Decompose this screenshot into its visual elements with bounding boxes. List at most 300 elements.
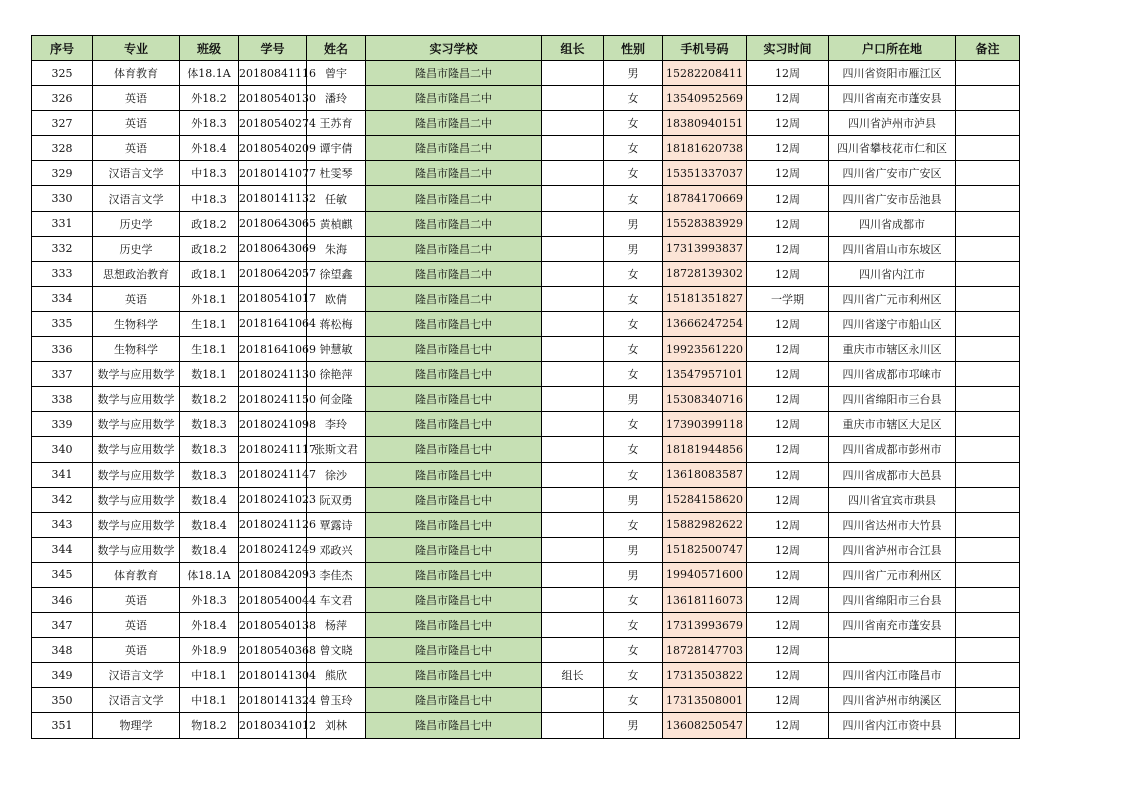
school-cell[interactable]: 隆昌市隆昌二中 [366, 186, 542, 211]
duration-cell[interactable]: 12周 [747, 613, 829, 638]
name-cell[interactable]: 李佳杰 [307, 562, 366, 587]
gender-cell[interactable]: 男 [604, 537, 663, 562]
name-cell[interactable]: 覃露诗 [307, 512, 366, 537]
major-cell[interactable]: 体育教育 [93, 61, 180, 86]
class-cell[interactable]: 数18.4 [180, 537, 239, 562]
hometown-cell[interactable]: 四川省泸州市合江县 [829, 537, 956, 562]
school-cell[interactable]: 隆昌市隆昌七中 [366, 512, 542, 537]
hometown-cell[interactable]: 四川省成都市 [829, 211, 956, 236]
phone-cell[interactable]: 13618083587 [663, 462, 747, 487]
name-cell[interactable]: 谭宇倩 [307, 136, 366, 161]
index-cell[interactable]: 344 [32, 537, 93, 562]
leader-cell[interactable] [542, 286, 604, 311]
name-cell[interactable]: 潘玲 [307, 86, 366, 111]
hometown-cell[interactable] [829, 638, 956, 663]
hometown-cell[interactable]: 四川省眉山市东坡区 [829, 236, 956, 261]
duration-cell[interactable]: 12周 [747, 688, 829, 713]
leader-cell[interactable] [542, 688, 604, 713]
leader-cell[interactable] [542, 311, 604, 336]
school-cell[interactable]: 隆昌市隆昌七中 [366, 462, 542, 487]
school-cell[interactable]: 隆昌市隆昌七中 [366, 537, 542, 562]
phone-cell[interactable]: 18784170669 [663, 186, 747, 211]
name-cell[interactable]: 徐沙 [307, 462, 366, 487]
gender-cell[interactable]: 女 [604, 638, 663, 663]
hometown-cell[interactable]: 四川省泸州市泸县 [829, 111, 956, 136]
gender-cell[interactable]: 女 [604, 111, 663, 136]
student-id-cell[interactable]: 20180241023 [239, 487, 307, 512]
major-cell[interactable]: 历史学 [93, 211, 180, 236]
gender-cell[interactable]: 女 [604, 261, 663, 286]
remarks-cell[interactable] [956, 111, 1020, 136]
duration-cell[interactable]: 12周 [747, 638, 829, 663]
leader-cell[interactable] [542, 412, 604, 437]
student-id-cell[interactable]: 20180643069 [239, 236, 307, 261]
index-cell[interactable]: 336 [32, 337, 93, 362]
leader-cell[interactable]: 组长 [542, 663, 604, 688]
student-id-cell[interactable]: 20180241126 [239, 512, 307, 537]
index-cell[interactable]: 327 [32, 111, 93, 136]
leader-cell[interactable] [542, 337, 604, 362]
major-cell[interactable]: 汉语言文学 [93, 688, 180, 713]
student-id-cell[interactable]: 20181641064 [239, 311, 307, 336]
major-cell[interactable]: 英语 [93, 613, 180, 638]
class-cell[interactable]: 外18.2 [180, 86, 239, 111]
duration-cell[interactable]: 12周 [747, 562, 829, 587]
hometown-cell[interactable]: 四川省宜宾市珙县 [829, 487, 956, 512]
class-cell[interactable]: 数18.3 [180, 412, 239, 437]
gender-cell[interactable]: 女 [604, 512, 663, 537]
leader-cell[interactable] [542, 638, 604, 663]
leader-cell[interactable] [542, 236, 604, 261]
phone-cell[interactable]: 13547957101 [663, 362, 747, 387]
student-id-cell[interactable]: 20180141132 [239, 186, 307, 211]
hometown-cell[interactable]: 四川省绵阳市三台县 [829, 387, 956, 412]
leader-cell[interactable] [542, 462, 604, 487]
major-cell[interactable]: 生物科学 [93, 337, 180, 362]
index-cell[interactable]: 335 [32, 311, 93, 336]
index-cell[interactable]: 349 [32, 663, 93, 688]
leader-cell[interactable] [542, 261, 604, 286]
gender-cell[interactable]: 女 [604, 462, 663, 487]
hometown-cell[interactable]: 重庆市市辖区永川区 [829, 337, 956, 362]
duration-cell[interactable]: 12周 [747, 61, 829, 86]
phone-cell[interactable]: 15181351827 [663, 286, 747, 311]
phone-cell[interactable]: 15351337037 [663, 161, 747, 186]
leader-cell[interactable] [542, 562, 604, 587]
student-id-cell[interactable]: 20180141304 [239, 663, 307, 688]
duration-cell[interactable]: 12周 [747, 663, 829, 688]
school-cell[interactable]: 隆昌市隆昌七中 [366, 387, 542, 412]
leader-cell[interactable] [542, 613, 604, 638]
index-cell[interactable]: 341 [32, 462, 93, 487]
hometown-cell[interactable]: 四川省达州市大竹县 [829, 512, 956, 537]
name-cell[interactable]: 黄楨麒 [307, 211, 366, 236]
header-remarks[interactable]: 备注 [956, 36, 1020, 61]
major-cell[interactable]: 英语 [93, 86, 180, 111]
gender-cell[interactable]: 男 [604, 387, 663, 412]
phone-cell[interactable]: 19940571600 [663, 562, 747, 587]
class-cell[interactable]: 外18.3 [180, 587, 239, 612]
gender-cell[interactable]: 女 [604, 362, 663, 387]
name-cell[interactable]: 曾宇 [307, 61, 366, 86]
school-cell[interactable]: 隆昌市隆昌七中 [366, 311, 542, 336]
major-cell[interactable]: 英语 [93, 587, 180, 612]
class-cell[interactable]: 中18.3 [180, 161, 239, 186]
duration-cell[interactable]: 12周 [747, 161, 829, 186]
major-cell[interactable]: 数学与应用数学 [93, 537, 180, 562]
header-duration[interactable]: 实习时间 [747, 36, 829, 61]
remarks-cell[interactable] [956, 613, 1020, 638]
duration-cell[interactable]: 一学期 [747, 286, 829, 311]
leader-cell[interactable] [542, 362, 604, 387]
major-cell[interactable]: 思想政治教育 [93, 261, 180, 286]
duration-cell[interactable]: 12周 [747, 136, 829, 161]
index-cell[interactable]: 325 [32, 61, 93, 86]
phone-cell[interactable]: 15308340716 [663, 387, 747, 412]
hometown-cell[interactable]: 重庆市市辖区大足区 [829, 412, 956, 437]
leader-cell[interactable] [542, 587, 604, 612]
hometown-cell[interactable]: 四川省内江市隆昌市 [829, 663, 956, 688]
index-cell[interactable]: 342 [32, 487, 93, 512]
hometown-cell[interactable]: 四川省广安市岳池县 [829, 186, 956, 211]
index-cell[interactable]: 332 [32, 236, 93, 261]
major-cell[interactable]: 英语 [93, 136, 180, 161]
index-cell[interactable]: 350 [32, 688, 93, 713]
school-cell[interactable]: 隆昌市隆昌七中 [366, 412, 542, 437]
index-cell[interactable]: 343 [32, 512, 93, 537]
student-id-cell[interactable]: 20180642057 [239, 261, 307, 286]
index-cell[interactable]: 348 [32, 638, 93, 663]
name-cell[interactable]: 刘林 [307, 713, 366, 738]
student-id-cell[interactable]: 20180541017 [239, 286, 307, 311]
leader-cell[interactable] [542, 111, 604, 136]
class-cell[interactable]: 中18.3 [180, 186, 239, 211]
duration-cell[interactable]: 12周 [747, 86, 829, 111]
hometown-cell[interactable]: 四川省广元市利州区 [829, 286, 956, 311]
hometown-cell[interactable]: 四川省广安市广安区 [829, 161, 956, 186]
name-cell[interactable]: 曾玉玲 [307, 688, 366, 713]
hometown-cell[interactable]: 四川省遂宁市船山区 [829, 311, 956, 336]
remarks-cell[interactable] [956, 136, 1020, 161]
leader-cell[interactable] [542, 487, 604, 512]
phone-cell[interactable]: 17390399118 [663, 412, 747, 437]
leader-cell[interactable] [542, 437, 604, 462]
index-cell[interactable]: 339 [32, 412, 93, 437]
student-id-cell[interactable]: 20180643065 [239, 211, 307, 236]
header-class[interactable]: 班级 [180, 36, 239, 61]
student-id-cell[interactable]: 20180241147 [239, 462, 307, 487]
phone-cell[interactable]: 17313503822 [663, 663, 747, 688]
student-id-cell[interactable]: 20180540209 [239, 136, 307, 161]
major-cell[interactable]: 生物科学 [93, 311, 180, 336]
gender-cell[interactable]: 女 [604, 587, 663, 612]
remarks-cell[interactable] [956, 286, 1020, 311]
school-cell[interactable]: 隆昌市隆昌七中 [366, 337, 542, 362]
student-id-cell[interactable]: 20180540130 [239, 86, 307, 111]
major-cell[interactable]: 汉语言文学 [93, 161, 180, 186]
header-major[interactable]: 专业 [93, 36, 180, 61]
leader-cell[interactable] [542, 136, 604, 161]
phone-cell[interactable]: 15282208411 [663, 61, 747, 86]
leader-cell[interactable] [542, 86, 604, 111]
phone-cell[interactable]: 17313993837 [663, 236, 747, 261]
school-cell[interactable]: 隆昌市隆昌二中 [366, 261, 542, 286]
name-cell[interactable]: 何金隆 [307, 387, 366, 412]
remarks-cell[interactable] [956, 236, 1020, 261]
index-cell[interactable]: 330 [32, 186, 93, 211]
remarks-cell[interactable] [956, 211, 1020, 236]
class-cell[interactable]: 体18.1A [180, 61, 239, 86]
school-cell[interactable]: 隆昌市隆昌七中 [366, 613, 542, 638]
header-leader[interactable]: 组长 [542, 36, 604, 61]
header-index[interactable]: 序号 [32, 36, 93, 61]
student-id-cell[interactable]: 20180841116 [239, 61, 307, 86]
remarks-cell[interactable] [956, 587, 1020, 612]
duration-cell[interactable]: 12周 [747, 261, 829, 286]
hometown-cell[interactable]: 四川省绵阳市三台县 [829, 587, 956, 612]
leader-cell[interactable] [542, 713, 604, 738]
index-cell[interactable]: 347 [32, 613, 93, 638]
remarks-cell[interactable] [956, 362, 1020, 387]
index-cell[interactable]: 326 [32, 86, 93, 111]
gender-cell[interactable]: 男 [604, 562, 663, 587]
hometown-cell[interactable]: 四川省成都市大邑县 [829, 462, 956, 487]
name-cell[interactable]: 朱海 [307, 236, 366, 261]
phone-cell[interactable]: 15528383929 [663, 211, 747, 236]
major-cell[interactable]: 汉语言文学 [93, 663, 180, 688]
gender-cell[interactable]: 女 [604, 412, 663, 437]
major-cell[interactable]: 数学与应用数学 [93, 362, 180, 387]
name-cell[interactable]: 任敏 [307, 186, 366, 211]
name-cell[interactable]: 张斯文君 [307, 437, 366, 462]
student-id-cell[interactable]: 20180141077 [239, 161, 307, 186]
phone-cell[interactable]: 17313508001 [663, 688, 747, 713]
phone-cell[interactable]: 13540952569 [663, 86, 747, 111]
remarks-cell[interactable] [956, 537, 1020, 562]
phone-cell[interactable]: 19923561220 [663, 337, 747, 362]
header-student-id[interactable]: 学号 [239, 36, 307, 61]
gender-cell[interactable]: 女 [604, 613, 663, 638]
index-cell[interactable]: 345 [32, 562, 93, 587]
class-cell[interactable]: 数18.1 [180, 362, 239, 387]
duration-cell[interactable]: 12周 [747, 713, 829, 738]
school-cell[interactable]: 隆昌市隆昌七中 [366, 362, 542, 387]
remarks-cell[interactable] [956, 487, 1020, 512]
index-cell[interactable]: 346 [32, 587, 93, 612]
school-cell[interactable]: 隆昌市隆昌二中 [366, 236, 542, 261]
phone-cell[interactable]: 18728139302 [663, 261, 747, 286]
name-cell[interactable]: 曾文晓 [307, 638, 366, 663]
duration-cell[interactable]: 12周 [747, 537, 829, 562]
index-cell[interactable]: 328 [32, 136, 93, 161]
class-cell[interactable]: 外18.4 [180, 136, 239, 161]
name-cell[interactable]: 邓政兴 [307, 537, 366, 562]
remarks-cell[interactable] [956, 688, 1020, 713]
name-cell[interactable]: 王苏育 [307, 111, 366, 136]
student-id-cell[interactable]: 20180241150 [239, 387, 307, 412]
phone-cell[interactable]: 18380940151 [663, 111, 747, 136]
gender-cell[interactable]: 女 [604, 286, 663, 311]
gender-cell[interactable]: 男 [604, 61, 663, 86]
remarks-cell[interactable] [956, 337, 1020, 362]
class-cell[interactable]: 生18.1 [180, 337, 239, 362]
index-cell[interactable]: 338 [32, 387, 93, 412]
gender-cell[interactable]: 男 [604, 713, 663, 738]
gender-cell[interactable]: 女 [604, 161, 663, 186]
leader-cell[interactable] [542, 211, 604, 236]
duration-cell[interactable]: 12周 [747, 186, 829, 211]
student-id-cell[interactable]: 20180241117 [239, 437, 307, 462]
major-cell[interactable]: 物理学 [93, 713, 180, 738]
name-cell[interactable]: 阮双勇 [307, 487, 366, 512]
hometown-cell[interactable]: 四川省南充市蓬安县 [829, 86, 956, 111]
remarks-cell[interactable] [956, 261, 1020, 286]
school-cell[interactable]: 隆昌市隆昌七中 [366, 562, 542, 587]
header-hometown[interactable]: 户口所在地 [829, 36, 956, 61]
school-cell[interactable]: 隆昌市隆昌七中 [366, 688, 542, 713]
remarks-cell[interactable] [956, 161, 1020, 186]
duration-cell[interactable]: 12周 [747, 387, 829, 412]
index-cell[interactable]: 329 [32, 161, 93, 186]
major-cell[interactable]: 体育教育 [93, 562, 180, 587]
class-cell[interactable]: 数18.4 [180, 487, 239, 512]
name-cell[interactable]: 蒋松梅 [307, 311, 366, 336]
phone-cell[interactable]: 15182500747 [663, 537, 747, 562]
student-id-cell[interactable]: 20180341012 [239, 713, 307, 738]
duration-cell[interactable]: 12周 [747, 587, 829, 612]
remarks-cell[interactable] [956, 412, 1020, 437]
remarks-cell[interactable] [956, 562, 1020, 587]
header-name[interactable]: 姓名 [307, 36, 366, 61]
school-cell[interactable]: 隆昌市隆昌七中 [366, 713, 542, 738]
duration-cell[interactable]: 12周 [747, 211, 829, 236]
major-cell[interactable]: 数学与应用数学 [93, 512, 180, 537]
duration-cell[interactable]: 12周 [747, 487, 829, 512]
class-cell[interactable]: 政18.2 [180, 211, 239, 236]
hometown-cell[interactable]: 四川省成都市邛崃市 [829, 362, 956, 387]
remarks-cell[interactable] [956, 186, 1020, 211]
major-cell[interactable]: 数学与应用数学 [93, 437, 180, 462]
class-cell[interactable]: 外18.3 [180, 111, 239, 136]
major-cell[interactable]: 数学与应用数学 [93, 387, 180, 412]
name-cell[interactable]: 杜雯琴 [307, 161, 366, 186]
gender-cell[interactable]: 女 [604, 337, 663, 362]
index-cell[interactable]: 334 [32, 286, 93, 311]
remarks-cell[interactable] [956, 462, 1020, 487]
duration-cell[interactable]: 12周 [747, 236, 829, 261]
school-cell[interactable]: 隆昌市隆昌二中 [366, 136, 542, 161]
class-cell[interactable]: 物18.2 [180, 713, 239, 738]
major-cell[interactable]: 英语 [93, 638, 180, 663]
hometown-cell[interactable]: 四川省成都市彭州市 [829, 437, 956, 462]
hometown-cell[interactable]: 四川省广元市利州区 [829, 562, 956, 587]
student-id-cell[interactable]: 20180540368 [239, 638, 307, 663]
student-id-cell[interactable]: 20180241130 [239, 362, 307, 387]
major-cell[interactable]: 数学与应用数学 [93, 412, 180, 437]
gender-cell[interactable]: 女 [604, 86, 663, 111]
hometown-cell[interactable]: 四川省资阳市雁江区 [829, 61, 956, 86]
major-cell[interactable]: 数学与应用数学 [93, 487, 180, 512]
school-cell[interactable]: 隆昌市隆昌二中 [366, 211, 542, 236]
duration-cell[interactable]: 12周 [747, 111, 829, 136]
gender-cell[interactable]: 女 [604, 437, 663, 462]
name-cell[interactable]: 欧倩 [307, 286, 366, 311]
phone-cell[interactable]: 15284158620 [663, 487, 747, 512]
school-cell[interactable]: 隆昌市隆昌七中 [366, 638, 542, 663]
leader-cell[interactable] [542, 512, 604, 537]
major-cell[interactable]: 汉语言文学 [93, 186, 180, 211]
name-cell[interactable]: 熊欣 [307, 663, 366, 688]
hometown-cell[interactable]: 四川省内江市 [829, 261, 956, 286]
class-cell[interactable]: 中18.1 [180, 688, 239, 713]
remarks-cell[interactable] [956, 86, 1020, 111]
duration-cell[interactable]: 12周 [747, 462, 829, 487]
class-cell[interactable]: 数18.3 [180, 437, 239, 462]
gender-cell[interactable]: 女 [604, 186, 663, 211]
leader-cell[interactable] [542, 61, 604, 86]
hometown-cell[interactable]: 四川省内江市资中县 [829, 713, 956, 738]
class-cell[interactable]: 数18.3 [180, 462, 239, 487]
leader-cell[interactable] [542, 186, 604, 211]
school-cell[interactable]: 隆昌市隆昌二中 [366, 111, 542, 136]
phone-cell[interactable]: 17313993679 [663, 613, 747, 638]
header-phone[interactable]: 手机号码 [663, 36, 747, 61]
class-cell[interactable]: 数18.2 [180, 387, 239, 412]
phone-cell[interactable]: 18181620738 [663, 136, 747, 161]
name-cell[interactable]: 李玲 [307, 412, 366, 437]
gender-cell[interactable]: 女 [604, 663, 663, 688]
phone-cell[interactable]: 15882982622 [663, 512, 747, 537]
major-cell[interactable]: 数学与应用数学 [93, 462, 180, 487]
gender-cell[interactable]: 男 [604, 211, 663, 236]
name-cell[interactable]: 杨萍 [307, 613, 366, 638]
header-gender[interactable]: 性别 [604, 36, 663, 61]
phone-cell[interactable]: 13608250547 [663, 713, 747, 738]
student-id-cell[interactable]: 20180540138 [239, 613, 307, 638]
major-cell[interactable]: 英语 [93, 286, 180, 311]
duration-cell[interactable]: 12周 [747, 311, 829, 336]
class-cell[interactable]: 政18.1 [180, 261, 239, 286]
class-cell[interactable]: 外18.9 [180, 638, 239, 663]
index-cell[interactable]: 337 [32, 362, 93, 387]
school-cell[interactable]: 隆昌市隆昌七中 [366, 587, 542, 612]
duration-cell[interactable]: 12周 [747, 337, 829, 362]
remarks-cell[interactable] [956, 311, 1020, 336]
student-id-cell[interactable]: 20180540274 [239, 111, 307, 136]
school-cell[interactable]: 隆昌市隆昌二中 [366, 86, 542, 111]
class-cell[interactable]: 政18.2 [180, 236, 239, 261]
hometown-cell[interactable]: 四川省南充市蓬安县 [829, 613, 956, 638]
duration-cell[interactable]: 12周 [747, 362, 829, 387]
name-cell[interactable]: 徐望鑫 [307, 261, 366, 286]
remarks-cell[interactable] [956, 61, 1020, 86]
name-cell[interactable]: 徐艳萍 [307, 362, 366, 387]
student-id-cell[interactable]: 20180141324 [239, 688, 307, 713]
gender-cell[interactable]: 男 [604, 487, 663, 512]
phone-cell[interactable]: 18181944856 [663, 437, 747, 462]
school-cell[interactable]: 隆昌市隆昌七中 [366, 663, 542, 688]
remarks-cell[interactable] [956, 663, 1020, 688]
leader-cell[interactable] [542, 161, 604, 186]
class-cell[interactable]: 中18.1 [180, 663, 239, 688]
student-id-cell[interactable]: 20180540044 [239, 587, 307, 612]
student-id-cell[interactable]: 20180842093 [239, 562, 307, 587]
school-cell[interactable]: 隆昌市隆昌二中 [366, 286, 542, 311]
school-cell[interactable]: 隆昌市隆昌二中 [366, 61, 542, 86]
remarks-cell[interactable] [956, 387, 1020, 412]
duration-cell[interactable]: 12周 [747, 512, 829, 537]
name-cell[interactable]: 钟慧敏 [307, 337, 366, 362]
